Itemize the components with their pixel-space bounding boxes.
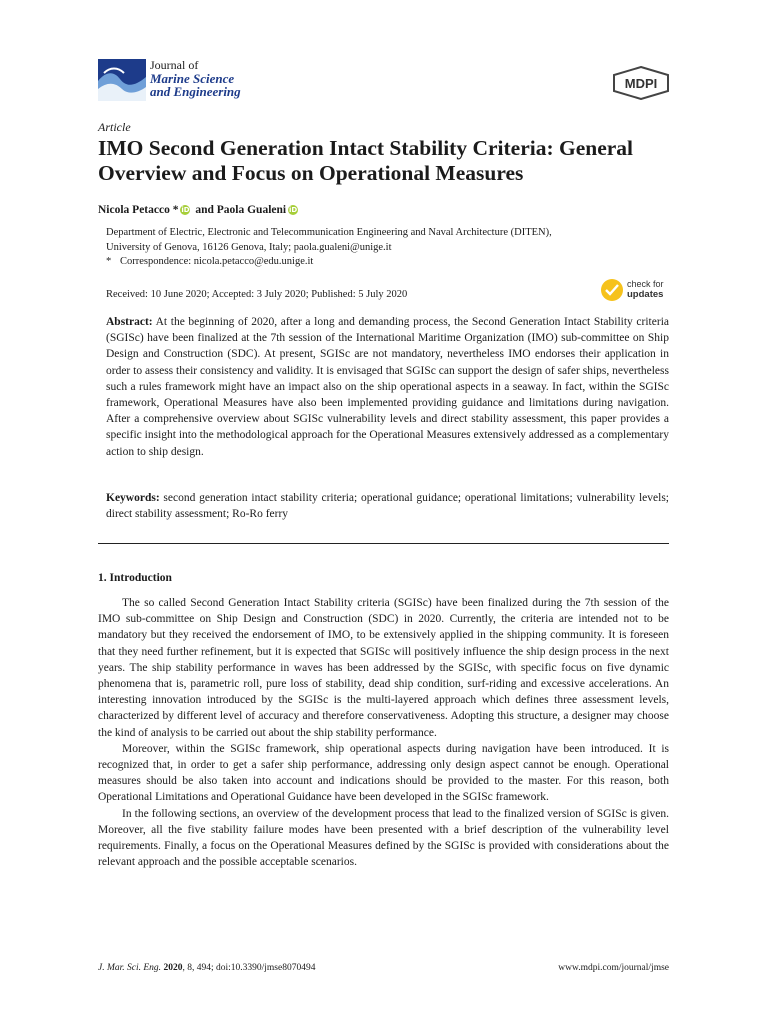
journal-wave-logo-icon xyxy=(98,59,146,101)
footer-year: 2020 xyxy=(163,963,183,973)
check-for-updates-badge[interactable] xyxy=(601,277,671,303)
abstract-label: Abstract: xyxy=(106,316,153,328)
section-divider xyxy=(98,543,669,544)
keywords xyxy=(106,490,669,522)
check-for-updates-icon xyxy=(601,279,623,301)
paragraph: In the following sections, an overview of the development process that lead to the finalized version of SGISc is given. Moreover, all the five stability failure modes have been presented with a brief description of the vulnerability level requirements. Finally, a focus on the Operational Measures defined by the SGISc is provided with considerations about the relevant approach and the possible acceptable scenarios. xyxy=(98,807,669,869)
journal-name xyxy=(150,59,241,98)
mdpi-logo-icon xyxy=(612,66,670,100)
journal-name-line3: and Engineering xyxy=(150,84,241,99)
journal-name-line1: Journal of xyxy=(150,58,199,72)
footer-citation-rest[interactable]: , 8, 494; doi:10.3390/jmse8070494 xyxy=(182,963,316,973)
correspondence-email[interactable]: Correspondence: nicola.petacco@edu.unige.it xyxy=(120,256,314,267)
check-updates-line1: check for xyxy=(627,279,664,289)
abstract-text: At the beginning of 2020, after a long and demanding process, the Second Generation Intact Stability criteria (SGISc) have been finalized at the 7th session of the International Maritime Organization (IMO) sub-committee on Ship Design and Construction (SDC). At present, SGISc are not mandatory, nevertheless IMO endorses their application in order to assess their consistency and validity. It is envisaged that SGISc can support the design of safer ships, nevertheless such a rules framework might have an impact also on the ship operational aspects in a seaway. In fact, within the SGISc framework, Operational Measures have also been implemented providing guidance and limitations during navigation. After a comprehensive overview about SGISc vulnerability levels and direct stability assessment, this paper provides a specific insight into the methodological approach for the Operational Measures extensively addressed as a complementary action to ship design. xyxy=(106,316,669,458)
orcid-icon[interactable]: iD xyxy=(288,206,298,214)
author-name-1[interactable]: Nicola Petacco * xyxy=(98,204,179,216)
authors-line xyxy=(98,204,300,216)
paragraph: The so called Second Generation Intact Stability criteria (SGISc) have been finalized during the 7th session of the IMO sub-committee on Ship Design and Construction (SDC) in 2020. Currently, the criteria are intended not to be mandatory but they received the endorsement of IMO, to be extensively applied in the shipping community. It is foreseen that they need further refinement, but it is expected that SGISc will positively influence the ship design process in the next years. The ship stability performance in waves has been addressed by the SGISc, with specific focus on five dynamic phenomena that is, parametric roll, pure loss of stability, dead ship condition, surf-riding and excessive accelerations. An interesting innovation introduced by the SGISc is the multi-layered approach which defines three assessment levels, characterized by different level of accuracy and therefore conservativeness. Adopting this structure, a designer may choose the kind of analysis to be carried out about the ship stability performance. xyxy=(98,597,669,739)
mdpi-logo-text: MDPI xyxy=(624,76,658,91)
publication-dates: Received: 10 June 2020; Accepted: 3 July 2020; Published: 5 July 2020 xyxy=(106,289,408,300)
affiliation-line-2: University of Genova, 16126 Genova, Italy; paola.gualeni@unige.it xyxy=(106,241,392,253)
correspondence xyxy=(106,255,313,269)
keywords-text: second generation intact stability criteria; operational guidance; operational limitations; vulnerability levels; direct stability assessment; Ro-Ro ferry xyxy=(106,492,669,521)
check-for-updates-text xyxy=(627,279,664,300)
keywords-label: Keywords: xyxy=(106,492,160,504)
section-heading: 1. Introduction xyxy=(98,572,172,584)
paragraph: Moreover, within the SGISc framework, ship operational aspects during navigation have been introduced. It is recognized that, in order to get a safer ship performance, addressing only design aspect cannot be enough. Operational measures should be also taken into account and indications should be provided to the master. For this reason, both Operational Limitations and Operational Guidance have been developed in the SGISc framework. xyxy=(98,742,669,804)
check-updates-line2: updates xyxy=(627,289,664,300)
footer-journal-abbrev: J. Mar. Sci. Eng. xyxy=(98,963,162,973)
author-joiner: and xyxy=(195,204,214,216)
correspondence-mark: * xyxy=(106,256,112,267)
journal-name-line2: Marine Science xyxy=(150,71,235,86)
footer-citation xyxy=(98,963,315,973)
footer-url[interactable]: www.mdpi.com/journal/jmse xyxy=(558,963,669,973)
author-name-2[interactable]: Paola Gualeni xyxy=(216,204,287,216)
article-type-label: Article xyxy=(98,120,131,134)
orcid-icon[interactable]: iD xyxy=(181,206,190,214)
abstract xyxy=(106,314,669,460)
article-title: IMO Second Generation Intact Stability Criteria: General Overview and Focus on Operational Measures xyxy=(98,136,634,185)
section-body xyxy=(98,595,669,870)
affiliation xyxy=(106,226,686,255)
affiliation-line-1: Department of Electric, Electronic and Telecommunication Engineering and Naval Architecture (DITEN), xyxy=(106,227,552,238)
